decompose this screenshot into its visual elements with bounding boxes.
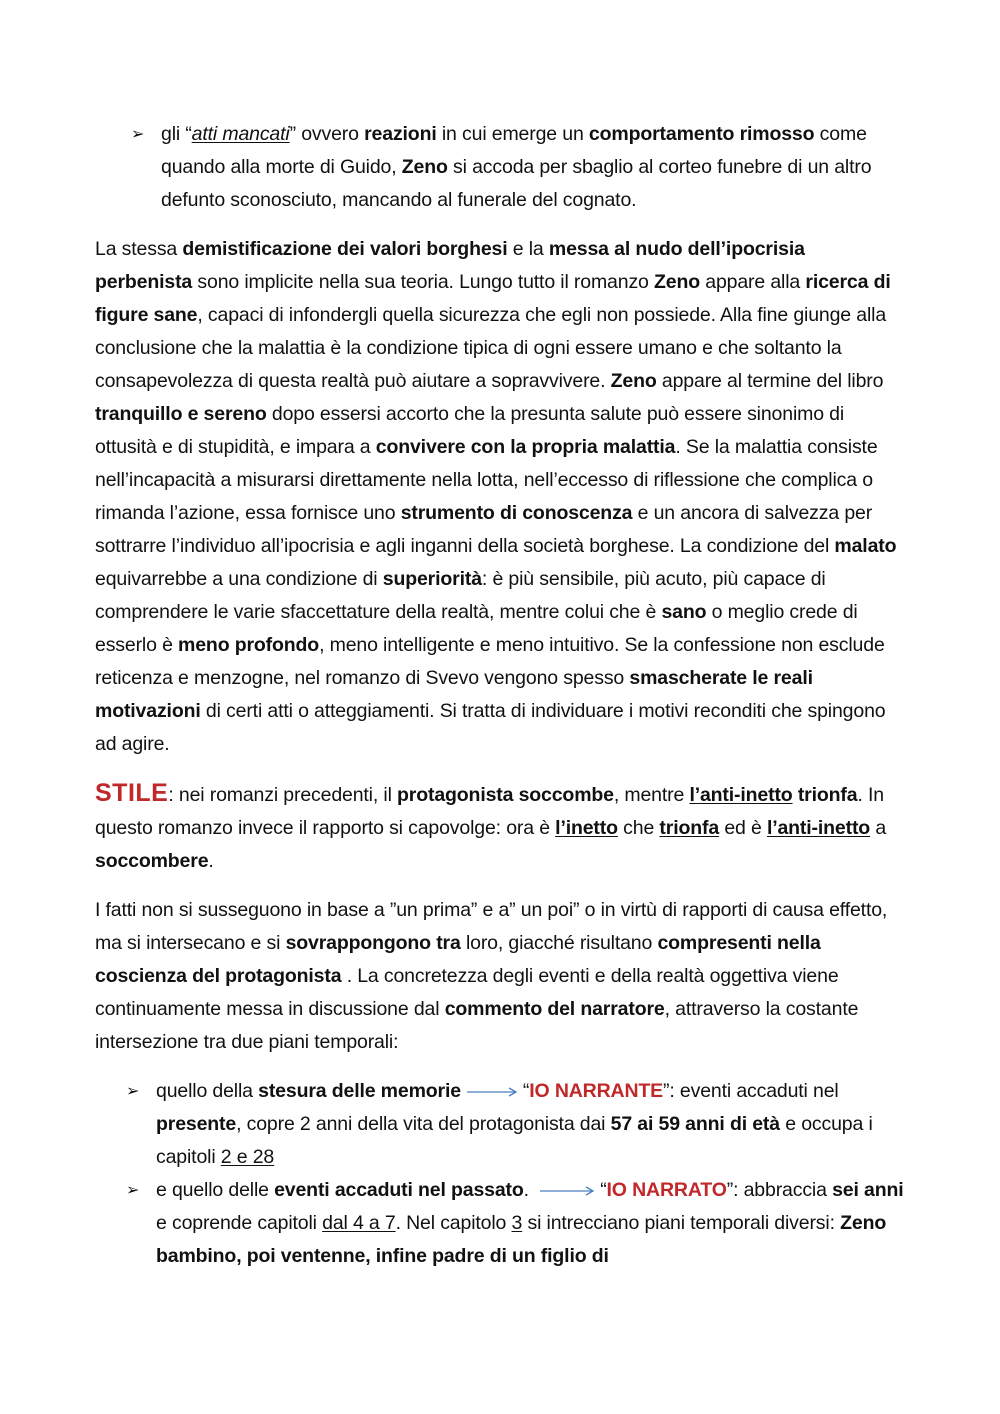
arrowhead-bullet-icon: ➢ (126, 1083, 140, 1100)
paragraph-stile: STILE: nei romanzi precedenti, il protagonista soccombe, mentre l’anti-inetto trionfa. In questo romanzo invece il rapporto si capovolge: ora è l’inetto che trionfa ed è l’anti-inetto a soccombere. (95, 779, 887, 872)
bullet-item-io-narrante: ➢ quello della stesura delle memorie “IO NARRANTE”: eventi accaduti nel presente, copre 2 anni della vita del protagonista dai 57 ai 59 anni di età e occupa i capitoli 2 e 28 (156, 1075, 905, 1174)
paragraph-fatti: I fatti non si susseguono in base a ”un prima” e a” un poi” o in virtù di rapporti di causa effetto, ma si intersecano e si sovrappongono tra loro, giacché risultano compresenti nella coscienza del protagonista . La concretezza degli eventi e della realtà oggettiva viene continuamente messa in discussione dal commento del narratore, attraverso la costante intersezione tra due piani temporali: (95, 899, 888, 1053)
bullet-list-piani (95, 1075, 905, 1273)
io-narrato-label: IO NARRATO (606, 1179, 727, 1201)
io-narrante-label: IO NARRANTE (529, 1080, 664, 1102)
stile-heading: STILE (95, 779, 169, 807)
right-arrow-icon (536, 1185, 598, 1197)
bullet-item-io-narrato: ➢ e quello delle eventi accaduti nel passato. “IO NARRATO”: abbraccia sei anni e coprende capitoli dal 4 a 7. Nel capitolo 3 si intrecciano piani temporali diversi: Zeno bambino, poi ventenne, infine padre di un figlio di (156, 1174, 905, 1273)
right-arrow-icon (463, 1086, 521, 1098)
atti-mancati-term: atti mancati (191, 123, 290, 145)
paragraph-demistificazione: La stessa demistificazione dei valori borghesi e la messa al nudo dell’ipocrisia perbenista sono implicite nella sua teoria. Lungo tutto il romanzo Zeno appare alla ricerca di figure sane, capaci di infondergli quella sicurezza che egli non possiede. Alla fine giunge alla conclusione che la malattia è la condizione tipica di ogni essere umano e che soltanto la consapevolezza di questa realtà può aiutare a sopravvivere. Zeno appare al termine del libro tranquillo e sereno dopo essersi accorto che la presunta salute può essere sinonimo di ottusità e di stupidità, e impara a convivere con la propria malattia. Se la malattia consiste nell’incapacità a misurarsi direttamente nella lotta, nell’eccesso di riflessione che complica o rimanda l’azione, essa fornisce uno strumento di conoscenza e un ancora di salvezza per sottrarre l’individuo all’ipocrisia e agli inganni della società borghese. La condizione del malato equivarrebbe a una condizione di superiorità: è più sensibile, più acuto, più capace di comprendere le varie sfaccettature della realtà, mentre colui che è sano o meglio crede di esserlo è meno profondo, meno intelligente e meno intuitivo. Se la confessione non esclude reticenza e menzogne, nel romanzo di Svevo vengono spesso smascherate le reali motivazioni di certi atti o atteggiamenti. Si tratta di individuare i motivi reconditi che spingono ad agire. (95, 238, 897, 755)
arrowhead-bullet-icon: ➢ (131, 126, 145, 143)
arrowhead-bullet-icon: ➢ (126, 1182, 140, 1199)
bullet-item-atti-mancati: ➢ gli “atti mancati” ovvero reazioni in cui emerge un comportamento rimosso come quando alla morte di Guido, Zeno si accoda per sbaglio al corteo funebre di un altro defunto sconosciuto, mancando al funerale del cognato. (95, 118, 905, 217)
text-block (95, 118, 905, 1273)
